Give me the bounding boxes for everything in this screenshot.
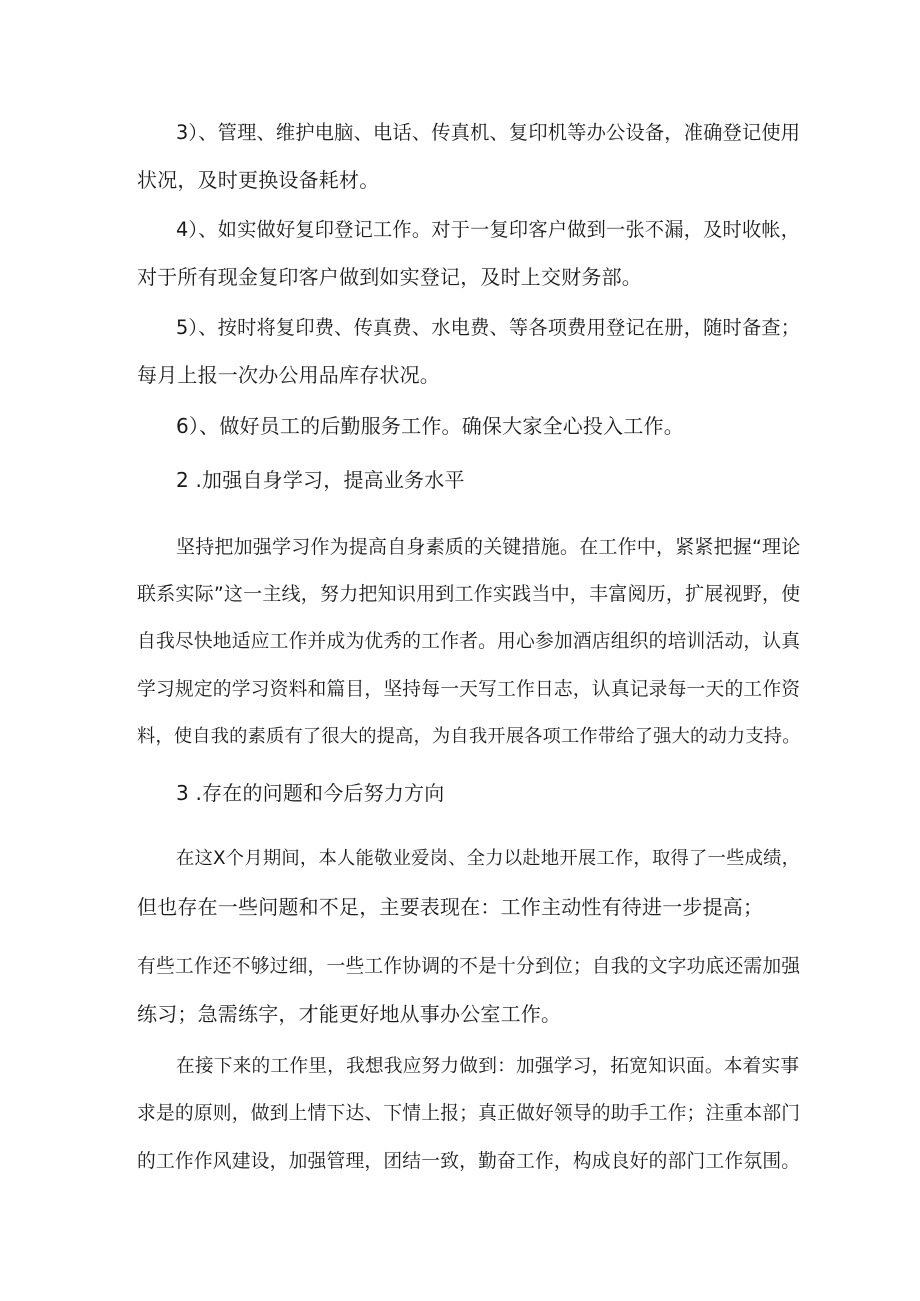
text-line: 料，使自我的素质有了很大的提高，为自我开展各项工作带给了强大的动力支持。 bbox=[137, 726, 801, 747]
section-heading: 3 .存在的问题和今后努力方向 bbox=[176, 781, 445, 805]
text-line: 6）、做好员工的后勤服务工作。确保大家全心投入工作。 bbox=[176, 414, 684, 438]
text-line: 求是的原则，做到上情下达、下情上报；真正做好领导的助手工作；注重本部门 bbox=[137, 1103, 801, 1124]
text-line: 有些工作还不够过细，一些工作协调的不是十分到位；自我的文字功底还需加强 bbox=[137, 956, 801, 977]
text-line: 4）、如实做好复印登记工作。对于一复印客户做到一张不漏，及时收帐， bbox=[176, 218, 801, 241]
text-line: 自我尽快地适应工作并成为优秀的工作者。用心参加酒店组织的培训活动，认真 bbox=[137, 631, 801, 652]
text-line: 5）、按时将复印费、传真费、水电费、等各项费用登记在册，随时备查； bbox=[176, 316, 801, 339]
text-line: 对于所有现金复印客户做到如实登记，及时上交财务部。 bbox=[137, 265, 642, 289]
text-line: 学习规定的学习资料和篇目，坚持每一天写工作日志，认真记录每一天的工作资 bbox=[137, 679, 801, 700]
text-line: 坚持把加强学习作为提高自身素质的关键措施。在工作中，紧紧把握“理论 bbox=[176, 536, 801, 558]
section-heading: 2 .加强自身学习，提高业务水平 bbox=[176, 468, 465, 492]
text-line: 在接下来的工作里，我想我应努力做到：加强学习，拓宽知识面。本着实事 bbox=[176, 1056, 800, 1077]
text-line: 每月上报一次办公用品库存状况。 bbox=[137, 363, 440, 387]
text-line: 在这X个月期间，本人能敬业爱岗、全力以赴地开展工作，取得了一些成绩， bbox=[176, 848, 801, 869]
text-line: 状况，及时更换设备耗材。 bbox=[137, 168, 380, 192]
text-line: 联系实际”这一主线，努力把知识用到工作实践当中，丰富阅历，扩展视野，使 bbox=[137, 583, 801, 605]
text-line: 的工作作风建设，加强管理，团结一致，勤奋工作，构成良好的部门工作氛围。 bbox=[137, 1151, 801, 1172]
text-line: 练习；急需练字，才能更好地从事办公室工作。 bbox=[137, 1002, 562, 1026]
text-line: 但也存在一些问题和不足，主要表现在：工作主动性有待进一步提高； bbox=[137, 895, 764, 919]
text-line: 3）、管理、维护电脑、电话、传真机、复印机等办公设备，准确登记使用 bbox=[176, 121, 801, 144]
